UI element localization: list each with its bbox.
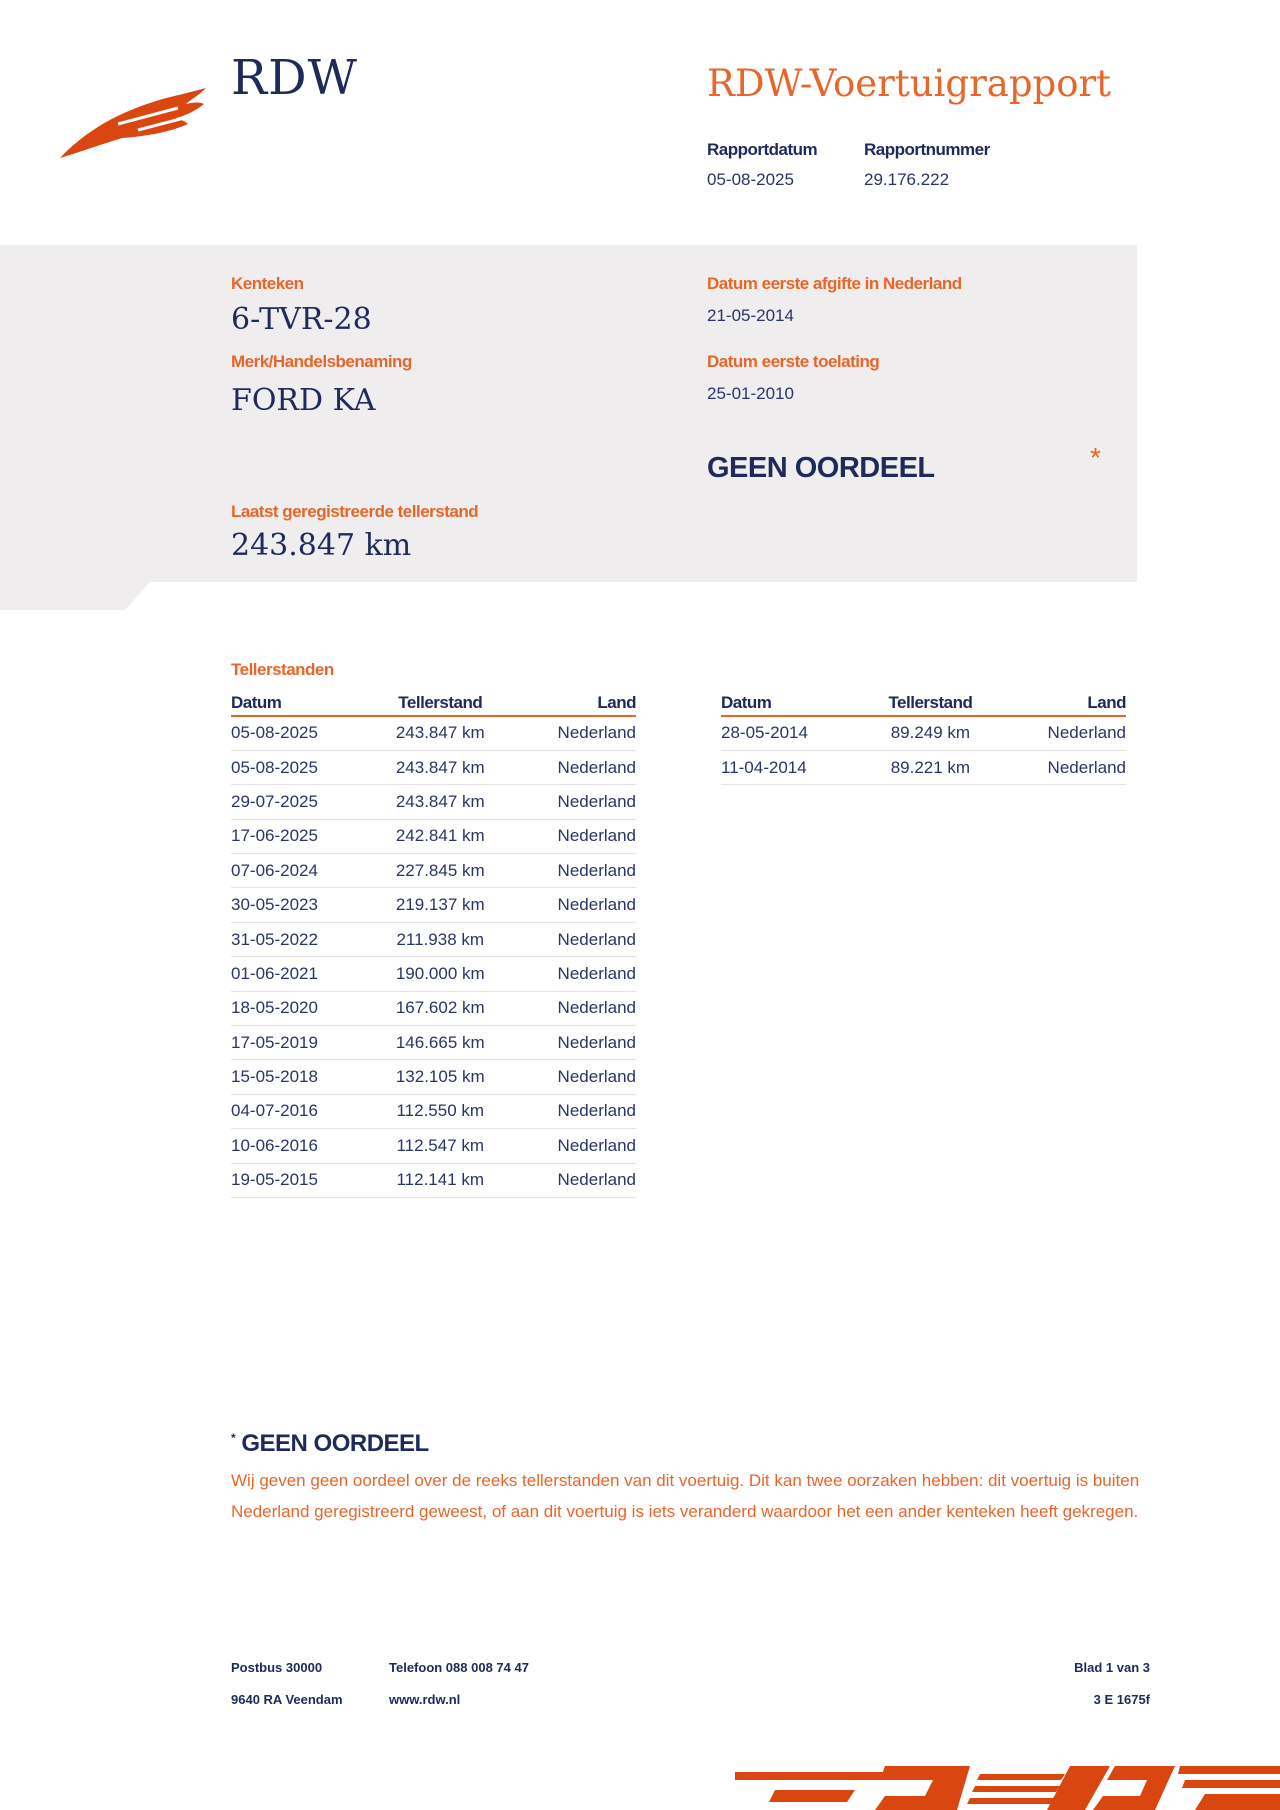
- odometer-table-right: [721, 686, 1126, 785]
- row-country: Nederland: [511, 1094, 636, 1128]
- row-reading: 167.602 km: [370, 991, 512, 1025]
- row-reading: 89.221 km: [862, 750, 998, 784]
- row-country: Nederland: [511, 922, 636, 956]
- first-admission-value: 25-01-2010: [707, 384, 794, 403]
- row-reading: 242.841 km: [370, 819, 512, 853]
- odometer-table-title: Tellerstanden: [231, 660, 334, 679]
- row-reading: 227.845 km: [370, 854, 512, 888]
- report-date-value: 05-08-2025: [707, 170, 794, 189]
- verdict-asterisk: *: [1090, 442, 1101, 473]
- plate-label: Kenteken: [231, 274, 304, 293]
- row-date: 01-06-2021: [231, 957, 370, 991]
- table-row: [721, 716, 1126, 750]
- row-country: Nederland: [511, 1129, 636, 1163]
- report-date-label: Rapportdatum: [707, 140, 818, 159]
- row-reading: 243.847 km: [370, 785, 512, 819]
- row-date: 31-05-2022: [231, 922, 370, 956]
- rdw-feather-logo-icon: [58, 78, 208, 168]
- table-row: [231, 1060, 636, 1094]
- row-country: Nederland: [999, 716, 1126, 750]
- row-reading: 112.550 km: [370, 1094, 512, 1128]
- footer-city: 9640 RA Veendam: [231, 1692, 343, 1707]
- report-date: [707, 140, 817, 190]
- row-reading: 243.847 km: [370, 716, 512, 750]
- column-header-country: Land: [999, 686, 1126, 716]
- row-date: 29-07-2025: [231, 785, 370, 819]
- table-row: [231, 1026, 636, 1060]
- report-title: RDW-Voertuigrapport: [707, 62, 1112, 105]
- table-row: [231, 1163, 636, 1197]
- table-row: [231, 819, 636, 853]
- row-date: 10-06-2016: [231, 1129, 370, 1163]
- row-reading: 132.105 km: [370, 1060, 512, 1094]
- table-row: [231, 922, 636, 956]
- footer-page-number: Blad 1 van 3: [1074, 1660, 1150, 1675]
- footer-address: [231, 1660, 343, 1724]
- note-marker: *: [231, 1431, 236, 1445]
- odometer-label: Laatst geregistreerde tellerstand: [231, 502, 479, 521]
- odometer-rows-left: [231, 716, 636, 1197]
- table-header-row: [231, 686, 636, 716]
- make-value: FORD KA: [231, 383, 376, 418]
- row-date: 05-08-2025: [231, 716, 370, 750]
- brand-name: RDW: [231, 50, 358, 106]
- row-date: 28-05-2014: [721, 716, 862, 750]
- table-row: [231, 716, 636, 750]
- note-text: Wij geven geen oordeel over de reeks tellerstanden van dit voertuig. Dit kan twee oorzaken hebben: dit voertuig is buiten Nederland geregistreerd geweest, of aan dit voertuig is iets veranderd waardoor het een ander kenteken heeft gekregen.: [231, 1471, 1140, 1521]
- row-country: Nederland: [999, 750, 1126, 784]
- row-country: Nederland: [511, 785, 636, 819]
- row-reading: 89.249 km: [862, 716, 998, 750]
- first-issue-nl-value: 21-05-2014: [707, 306, 794, 325]
- row-date: 07-06-2024: [231, 854, 370, 888]
- row-reading: 243.847 km: [370, 750, 512, 784]
- column-header-date: Datum: [231, 686, 370, 716]
- row-date: 05-08-2025: [231, 750, 370, 784]
- row-country: Nederland: [511, 716, 636, 750]
- row-date: 15-05-2018: [231, 1060, 370, 1094]
- column-header-date: Datum: [721, 686, 862, 716]
- table-row: [721, 750, 1126, 784]
- first-issue-nl-label: Datum eerste afgifte in Nederland: [707, 274, 962, 293]
- note-title-text: GEEN OORDEEL: [241, 1430, 429, 1457]
- footer-website-link[interactable]: www.rdw.nl: [389, 1692, 461, 1707]
- row-reading: 112.141 km: [370, 1163, 512, 1197]
- row-date: 17-05-2019: [231, 1026, 370, 1060]
- footer-code: 3 E 1675f: [1093, 1692, 1150, 1707]
- row-reading: 190.000 km: [370, 957, 512, 991]
- column-header-country: Land: [511, 686, 636, 716]
- row-country: Nederland: [511, 991, 636, 1025]
- row-country: Nederland: [511, 1026, 636, 1060]
- row-date: 17-06-2025: [231, 819, 370, 853]
- first-admission-label: Datum eerste toelating: [707, 352, 880, 371]
- row-date: 30-05-2023: [231, 888, 370, 922]
- rdw-stripes-icon: [735, 1760, 1280, 1810]
- row-country: Nederland: [511, 957, 636, 991]
- odometer-table-left: [231, 686, 636, 1198]
- footer-contact: [389, 1660, 529, 1724]
- footer-page-info: [1000, 1660, 1150, 1724]
- odometer-value: 243.847 km: [231, 528, 412, 563]
- vehicle-summary-panel: [0, 245, 1137, 610]
- row-date: 04-07-2016: [231, 1094, 370, 1128]
- note-title: [231, 1430, 429, 1458]
- table-row: [231, 854, 636, 888]
- row-country: Nederland: [511, 750, 636, 784]
- table-row: [231, 888, 636, 922]
- column-header-reading: Tellerstand: [862, 686, 998, 716]
- row-country: Nederland: [511, 1060, 636, 1094]
- row-reading: 146.665 km: [370, 1026, 512, 1060]
- report-number: [864, 140, 990, 190]
- plate-value: 6-TVR-28: [231, 302, 372, 337]
- table-row: [231, 1094, 636, 1128]
- row-date: 18-05-2020: [231, 991, 370, 1025]
- table-row: [231, 991, 636, 1025]
- odometer-rows-right: [721, 716, 1126, 785]
- report-number-label: Rapportnummer: [864, 140, 990, 159]
- make-label: Merk/Handelsbenaming: [231, 352, 412, 371]
- table-row: [231, 785, 636, 819]
- table-row: [231, 1129, 636, 1163]
- row-reading: 112.547 km: [370, 1129, 512, 1163]
- row-date: 19-05-2015: [231, 1163, 370, 1197]
- row-country: Nederland: [511, 819, 636, 853]
- report-number-value: 29.176.222: [864, 170, 950, 189]
- row-reading: 219.137 km: [370, 888, 512, 922]
- row-country: Nederland: [511, 854, 636, 888]
- row-country: Nederland: [511, 1163, 636, 1197]
- column-header-reading: Tellerstand: [370, 686, 512, 716]
- verdict-text: GEEN OORDEEL: [707, 452, 935, 484]
- row-country: Nederland: [511, 888, 636, 922]
- footer-postbus: Postbus 30000: [231, 1660, 323, 1675]
- table-row: [231, 750, 636, 784]
- table-row: [231, 957, 636, 991]
- footer-phone: Telefoon 088 008 74 47: [389, 1660, 529, 1675]
- row-date: 11-04-2014: [721, 750, 862, 784]
- row-reading: 211.938 km: [370, 922, 512, 956]
- table-header-row: [721, 686, 1126, 716]
